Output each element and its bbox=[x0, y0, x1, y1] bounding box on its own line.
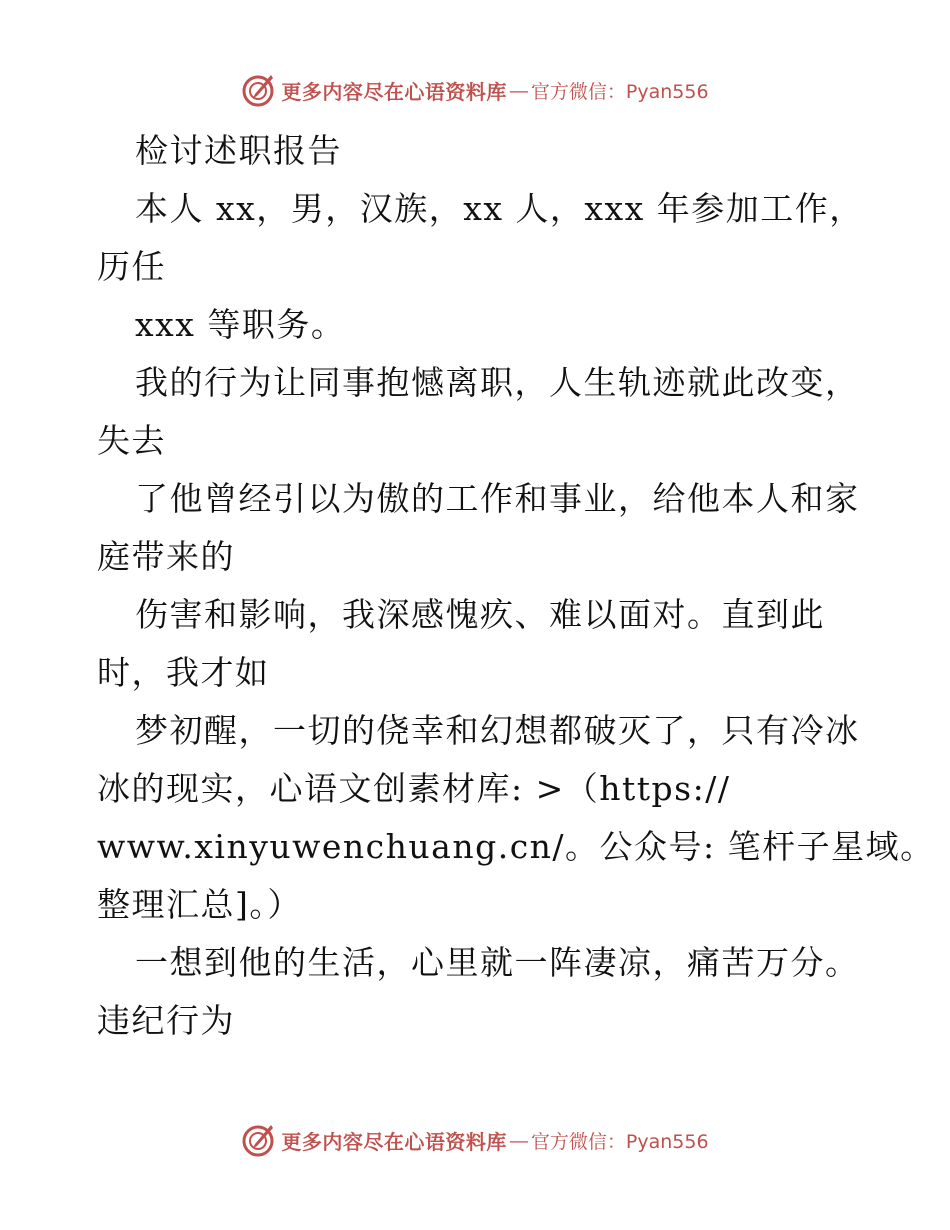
footer-banner-text: 更多内容尽在心语资料库 bbox=[281, 1129, 507, 1154]
text-line: 了他曾经引以为傲的工作和事业，给他本人和家 bbox=[135, 479, 860, 518]
text-line: www.xinyuwenchuang.cn/。公众号: 笔杆子星域。 bbox=[97, 827, 935, 866]
quill-logo-icon bbox=[241, 1122, 277, 1158]
text-line: 我的行为让同事抱憾离职，人生轨迹就此改变， bbox=[135, 363, 860, 402]
document-body bbox=[97, 122, 935, 1050]
quill-logo-icon bbox=[241, 72, 277, 108]
text-line: 梦初醒，一切的侥幸和幻想都破灭了，只有冷冰 bbox=[135, 711, 860, 750]
text-line: 一想到他的生活，心里就一阵凄凉，痛苦万分。 bbox=[135, 943, 860, 982]
text-line: 失去 bbox=[97, 421, 166, 460]
header-wechat-text: 官方微信：Pyan556 bbox=[530, 80, 709, 103]
text-line: xxx 等职务。 bbox=[135, 305, 346, 344]
text-line: 冰的现实，心语文创素材库: >（https:// bbox=[97, 769, 731, 808]
header-banner-separator: — bbox=[508, 78, 529, 102]
text-line: 整理汇总]。） bbox=[97, 885, 302, 924]
text-line: 伤害和影响，我深感愧疚、难以面对。直到此 bbox=[135, 595, 825, 634]
text-line: 违纪行为 bbox=[97, 1001, 235, 1040]
text-line: 历任 bbox=[97, 247, 166, 286]
footer-wechat-text: 官方微信：Pyan556 bbox=[530, 1130, 709, 1153]
footer-banner bbox=[0, 1120, 950, 1160]
header-banner bbox=[0, 70, 950, 110]
text-line: 庭带来的 bbox=[97, 537, 235, 576]
text-line: 时，我才如 bbox=[97, 653, 270, 692]
document-title: 检讨述职报告 bbox=[135, 131, 342, 170]
header-banner-text: 更多内容尽在心语资料库 bbox=[281, 79, 507, 104]
footer-banner-separator: — bbox=[508, 1128, 529, 1152]
text-line: 本人 xx，男，汉族，xx 人，xxx 年参加工作， bbox=[135, 189, 864, 228]
